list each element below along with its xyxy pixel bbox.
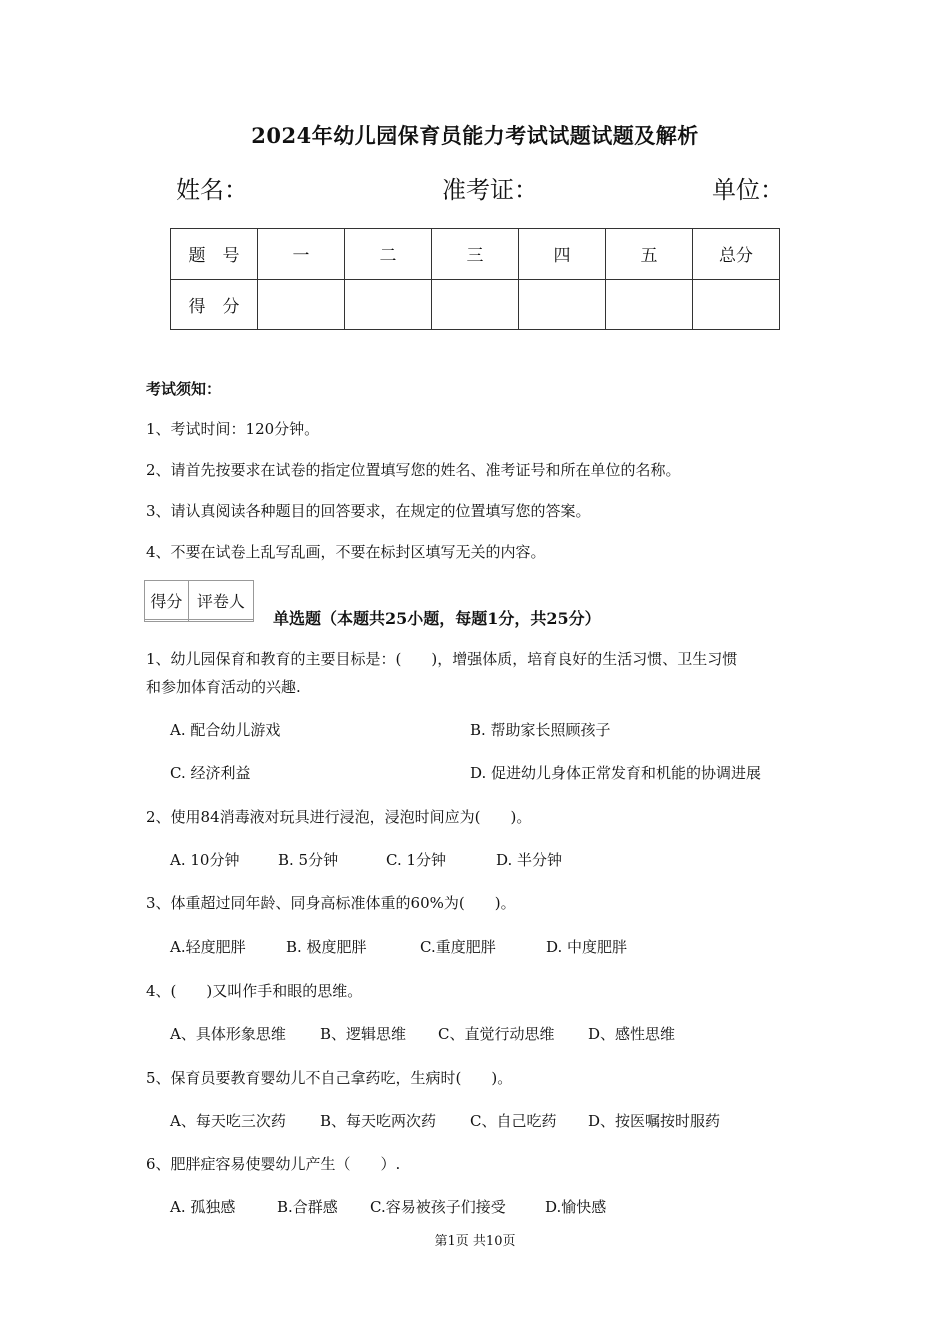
question-stem: 4、( )又叫作手和眼的思维。	[146, 982, 363, 1000]
option: A.轻度肥胖	[170, 938, 246, 956]
header-cell: 三	[432, 229, 519, 280]
score-cell	[606, 279, 693, 330]
page-title: 2024年幼儿园保育员能力考试试题试题及解析	[251, 123, 699, 148]
question-stem-cont: 和参加体育活动的兴趣.	[146, 678, 301, 696]
header-cell: 四	[519, 229, 606, 280]
option: C.容易被孩子们接受	[370, 1198, 506, 1216]
option: C. 1分钟	[386, 851, 447, 869]
name-label: 姓名：	[176, 176, 248, 204]
question-stem: 2、使用84消毒液对玩具进行浸泡，浸泡时间应为( )。	[146, 808, 532, 826]
header-cell: 一	[258, 229, 345, 280]
option: D、感性思维	[588, 1025, 676, 1043]
unit-label: 单位：	[712, 176, 784, 204]
score-table-header-row	[171, 229, 780, 280]
score-table	[170, 228, 780, 330]
notice-item: 1、考试时间：120分钟。	[146, 420, 320, 438]
grader-score-cell	[145, 620, 189, 622]
question-stem: 6、肥胖症容易使婴幼儿产生（ ）.	[146, 1155, 401, 1173]
exam-id-label: 准考证：	[442, 176, 538, 204]
option: A、具体形象思维	[170, 1025, 286, 1043]
option: B. 极度肥胖	[286, 938, 367, 956]
option: D. 中度肥胖	[546, 938, 628, 956]
option: D. 半分钟	[496, 851, 563, 869]
score-cell	[519, 279, 606, 330]
notice-heading: 考试须知：	[146, 380, 222, 398]
option: C.重度肥胖	[420, 938, 496, 956]
grader-label: 评卷人	[188, 581, 253, 620]
notice-item: 2、请首先按要求在试卷的指定位置填写您的姓名、准考证号和所在单位的名称。	[146, 461, 681, 479]
row-label-cell: 得 分	[171, 279, 258, 330]
option: C、直觉行动思维	[438, 1025, 555, 1043]
option: C. 经济利益	[170, 764, 251, 782]
score-cell	[432, 279, 519, 330]
question-stem: 3、体重超过同年龄、同身高标准体重的60%为( )。	[146, 894, 516, 912]
header-cell: 题 号	[171, 229, 258, 280]
grader-table	[144, 580, 254, 622]
option: C、自己吃药	[470, 1112, 557, 1130]
option: A. 孤独感	[170, 1198, 236, 1216]
option: B. 5分钟	[278, 851, 339, 869]
score-cell	[258, 279, 345, 330]
option: B. 帮助家长照顾孩子	[470, 721, 611, 739]
option: A、每天吃三次药	[170, 1112, 286, 1130]
option: B.合群感	[277, 1198, 338, 1216]
grader-score-label: 得分	[145, 581, 189, 620]
header-cell: 二	[345, 229, 432, 280]
option: B、每天吃两次药	[320, 1112, 437, 1130]
option: B、逻辑思维	[320, 1025, 407, 1043]
score-table-score-row	[171, 279, 780, 330]
question-stem: 1、幼儿园保育和教育的主要目标是：( )，增强体质，培育良好的生活习惯、卫生习惯	[146, 650, 738, 668]
option: A. 配合幼儿游戏	[170, 721, 281, 739]
score-cell	[345, 279, 432, 330]
option: D、按医嘱按时服药	[588, 1112, 721, 1130]
question-stem: 5、保育员要教育婴幼儿不自己拿药吃，生病时( )。	[146, 1069, 513, 1087]
section-title: 单选题（本题共25小题，每题1分，共25分）	[273, 609, 601, 628]
header-cell: 五	[606, 229, 693, 280]
page-footer: 第1页 共10页	[434, 1234, 516, 1249]
header-cell: 总分	[693, 229, 780, 280]
option: D. 促进幼儿身体正常发育和机能的协调进展	[470, 764, 762, 782]
option: A. 10分钟	[170, 851, 240, 869]
score-cell	[693, 279, 780, 330]
notice-item: 4、不要在试卷上乱写乱画，不要在标封区填写无关的内容。	[146, 543, 546, 561]
notice-item: 3、请认真阅读各种题目的回答要求，在规定的位置填写您的答案。	[146, 502, 591, 520]
option: D.愉快感	[545, 1198, 607, 1216]
grader-cell	[188, 620, 253, 622]
